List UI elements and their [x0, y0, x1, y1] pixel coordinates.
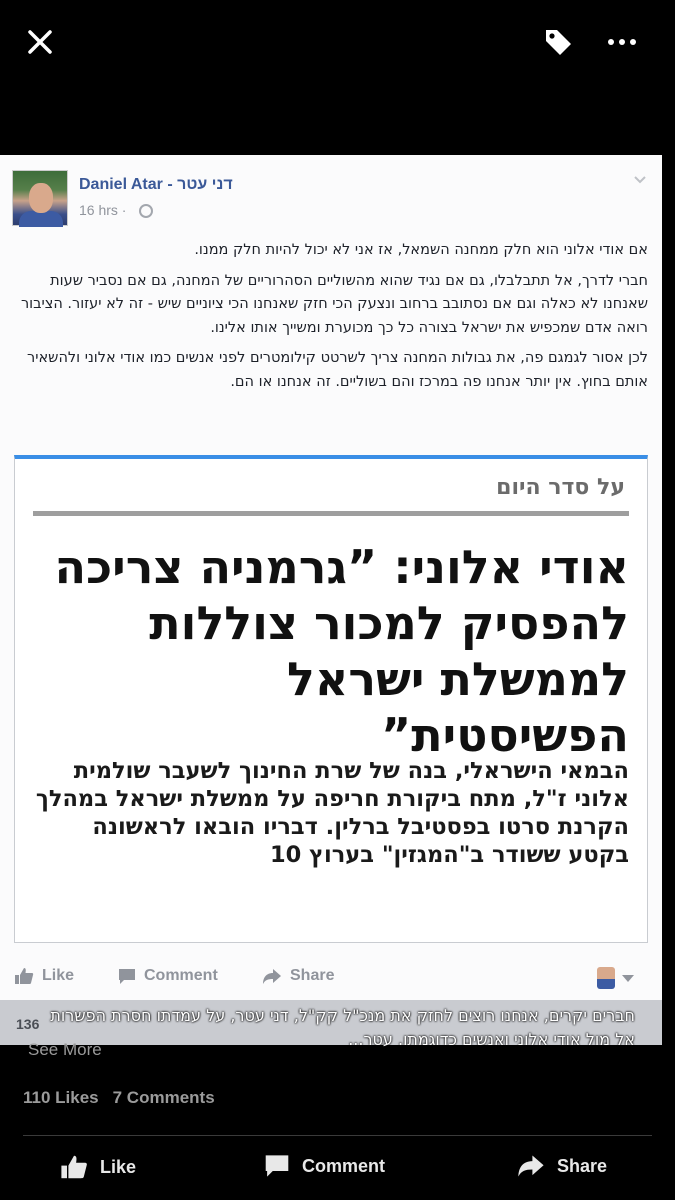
more-options-button[interactable] — [600, 22, 644, 62]
tag-photo-button[interactable] — [538, 22, 578, 62]
strip-count: 136 — [16, 1016, 40, 1032]
see-more-link[interactable]: See More — [28, 1040, 102, 1059]
post-comment-action — [118, 967, 218, 985]
post-time: 16 hrs · — [79, 202, 127, 218]
article-divider — [33, 511, 629, 516]
comments-count[interactable]: 7 Comments — [112, 1088, 215, 1107]
close-button[interactable] — [22, 24, 58, 60]
photo-caption: חברים יקרים, אנחנו רוצים לחזק את מנכ"ל קק"ל, דני עטר, על עמדתו חסרת הפשרות אל מול אודי אלוני ואנשים כדוגמתו. עטר... — [50, 1006, 635, 1049]
post-like-label: Like — [42, 967, 75, 984]
post-paragraph: אם אודי אלוני הוא חלק ממחנה השמאל, אז אני לא יכול להיות חלק ממנו. — [194, 242, 648, 258]
chevron-down-icon — [633, 173, 647, 187]
post-share-action — [262, 967, 334, 985]
facebook-post-card — [0, 155, 662, 1045]
close-icon — [27, 29, 53, 55]
more-horizontal-icon — [607, 38, 637, 46]
post-photo[interactable] — [0, 155, 662, 1045]
article-section: על סדר היום — [496, 475, 625, 500]
post-share-label: Share — [290, 967, 335, 984]
post-like-action — [14, 967, 74, 985]
comment-icon — [264, 1154, 290, 1178]
divider — [23, 1135, 652, 1136]
thumbs-up-icon — [14, 967, 34, 985]
comment-icon — [118, 968, 136, 985]
post-actions — [0, 963, 662, 993]
avatar — [12, 170, 68, 226]
reaction-stats — [23, 1088, 215, 1108]
post-paragraph: חברי לדרך, אל תתבלבלו, גם אם נגיד שהוא מהשוליים הסהרוריים של המחנה, גם אם נסביר שעות שאנחנו לא כאלה וגם אם נסתובב ברחוב ונצעק הכי חזק שאנחנו הכי ציוניים שיש - זה לא יעזור. הציבור רואה אדם שמכפיש את ישראל בצורה כל כך מכוערת ומשייך אותו אלינו. — [20, 272, 648, 336]
share-icon — [517, 1154, 545, 1178]
like-label: Like — [100, 1156, 137, 1177]
comment-button[interactable] — [264, 1154, 385, 1178]
post-paragraph: לכן אסור לגמגם פה, את גבולות המחנה צריך לשרטט קילומטרים לפני אנשים כמו אודי אלוני ולהשאיר אותם בחוץ. אין יותר אנחנו פה במרכז והם בשוליים. זה אנחנו או הם. — [27, 350, 648, 390]
globe-icon — [139, 204, 153, 218]
avatar — [597, 967, 615, 989]
bottom-action-bar — [0, 1150, 675, 1186]
likes-count[interactable]: 110 Likes — [23, 1088, 99, 1107]
comment-label: Comment — [302, 1155, 386, 1176]
share-label: Share — [557, 1155, 608, 1176]
thumbs-up-icon — [60, 1154, 88, 1180]
poster-name: Daniel Atar - דני עטר — [79, 176, 233, 193]
article-preview — [14, 455, 648, 943]
article-headline: אודי אלוני: ”גרמניה צריכה להפסיק למכור צוללות לממשלת ישראל הפשיסטית” — [54, 540, 629, 762]
article-body: הבמאי הישראלי, בנה של שרת החינוך לשעבר שולמית אלוני ז"ל, מתח ביקורת חריפה על ממשלת ישראל במהלך הקרנת סרטו בפסטיבל ברלין. דבריו הובאו לראשונה בקטע ששודר ב"המגזין" בערוץ 10 — [35, 758, 629, 868]
post-comment-label: Comment — [144, 967, 218, 984]
like-button[interactable] — [60, 1154, 136, 1180]
share-button[interactable] — [517, 1154, 607, 1178]
caret-down-icon — [622, 975, 634, 982]
viewer-top-bar — [0, 0, 675, 82]
tag-icon — [543, 27, 573, 57]
share-icon — [262, 968, 282, 985]
post-text — [14, 239, 648, 401]
